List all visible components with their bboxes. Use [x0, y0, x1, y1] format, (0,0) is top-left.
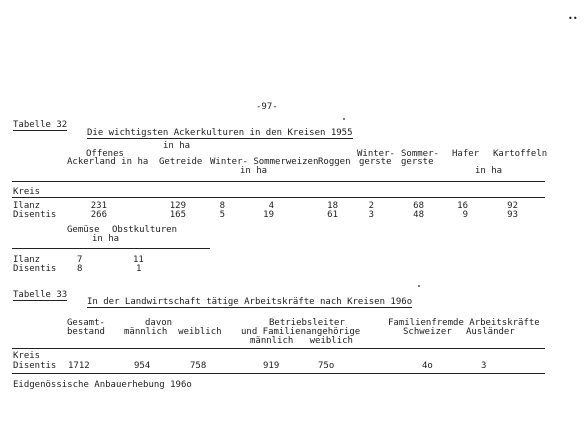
table-32-header-rule: [12, 181, 545, 182]
cell-obst: 1: [136, 264, 142, 274]
cell-obst: 11: [133, 255, 144, 265]
kreis-label: Kreis: [13, 351, 41, 361]
cell-maennlich: 954: [134, 361, 151, 371]
source-note: Eidgenössische Anbauerhebung 196o: [13, 380, 192, 390]
header-obstkulturen: Obstkulturen: [112, 225, 178, 235]
table-33-header-rule: [12, 348, 545, 349]
header-getreide: Getreide: [159, 157, 203, 167]
header-offenes: Offenes: [86, 149, 124, 159]
cell-sommerweizen: 4: [268, 201, 274, 211]
header-ackerland: Ackerland in ha: [67, 157, 149, 167]
cell-getreide: 165: [169, 210, 186, 220]
header-sub-in-ha: in ha: [92, 234, 120, 244]
kreis-label: Kreis: [13, 187, 41, 197]
cell-wintergerste: 3: [368, 210, 374, 220]
cell-winterweizen: 8: [219, 201, 225, 211]
table-32-kreis-rule: [12, 197, 545, 198]
cell-bl-maennlich: 919: [263, 361, 280, 371]
header-davon: davon: [145, 318, 173, 328]
row-name: Disentis: [13, 361, 57, 371]
header-schweizer: Schweizer: [403, 327, 452, 337]
cell-hafer: 16: [457, 201, 468, 211]
cell-gesamt: 1712: [68, 361, 90, 371]
cell-weiblich: 758: [190, 361, 207, 371]
header-gesamt-1: Gesamt-: [67, 318, 105, 328]
row-name: Ilanz: [13, 255, 41, 265]
cell-bl-weiblich: 75o: [318, 361, 335, 371]
cell-sommergerste: 68: [413, 201, 424, 211]
cell-gemuese: 7: [77, 255, 83, 265]
cell-auslaender: 3: [481, 361, 487, 371]
header-roggen: Roggen: [318, 157, 351, 167]
cell-winterweizen: 5: [219, 210, 225, 220]
cell-roggen: 61: [327, 210, 338, 220]
row-name: Disentis: [13, 210, 57, 220]
header-auslaender: Ausländer: [466, 327, 515, 337]
row-name: Ilanz: [13, 201, 41, 211]
table-32-label: Tabelle 32: [13, 120, 68, 130]
header-gemuese: Gemüse: [67, 225, 100, 235]
header-maennlich-weiblich: männlich weiblich: [124, 327, 222, 337]
cell-sommerweizen: 19: [263, 210, 274, 220]
scan-speck: [343, 118, 345, 120]
table-33-bottom-rule: [12, 373, 545, 374]
header-sommergerste-1: Sommer-: [401, 149, 439, 159]
header-in-ha-right: in ha: [475, 166, 503, 176]
cell-hafer: 9: [462, 210, 468, 220]
row-name: Disentis: [13, 264, 57, 274]
header-kartoffeln: Kartoffeln: [493, 149, 548, 159]
page-number: -97-: [256, 102, 278, 112]
header-sommergerste-2: gerste: [401, 157, 434, 167]
cell-sommergerste: 48: [413, 210, 424, 220]
cell-gemuese: 8: [77, 264, 83, 274]
header-familienfremde: Familienfremde Arbeitskräfte: [388, 318, 540, 328]
header-betriebsleiter: Betriebsleiter: [269, 318, 345, 328]
corner-mark: ••: [568, 14, 578, 23]
cell-wintergerste: 2: [368, 201, 374, 211]
header-wintergerste-1: Winter-: [357, 149, 395, 159]
sub-table-rule: [12, 248, 210, 249]
cell-ackerland: 231: [90, 201, 107, 211]
cell-roggen: 18: [327, 201, 338, 211]
table-33-title: In der Landwirtschaft tätige Arbeitskräfte nach Kreisen 196o: [87, 297, 413, 307]
cell-kartoffeln: 93: [507, 210, 518, 220]
header-bl-maennlich-weiblich: männlich weiblich: [250, 336, 353, 346]
cell-getreide: 129: [169, 201, 186, 211]
header-familienangehoerige: und Familienangehörige: [241, 327, 361, 337]
header-gesamt-2: bestand: [67, 327, 105, 337]
cell-ackerland: 266: [90, 210, 107, 220]
header-winter-sommerweizen: Winter- Sommerweizen: [210, 157, 319, 167]
table-32-title: Die wichtigsten Ackerkulturen in den Kreisen 1955: [87, 128, 353, 138]
cell-kartoffeln: 92: [507, 201, 518, 211]
table-33-label: Tabelle 33: [13, 290, 68, 300]
in-ha-top: in ha: [163, 141, 191, 151]
header-wintergerste-2: gerste: [359, 157, 392, 167]
cell-schweizer: 4o: [422, 361, 433, 371]
scan-speck: [418, 285, 420, 287]
header-in-ha-mid: in ha: [240, 166, 268, 176]
header-hafer: Hafer: [452, 149, 480, 159]
